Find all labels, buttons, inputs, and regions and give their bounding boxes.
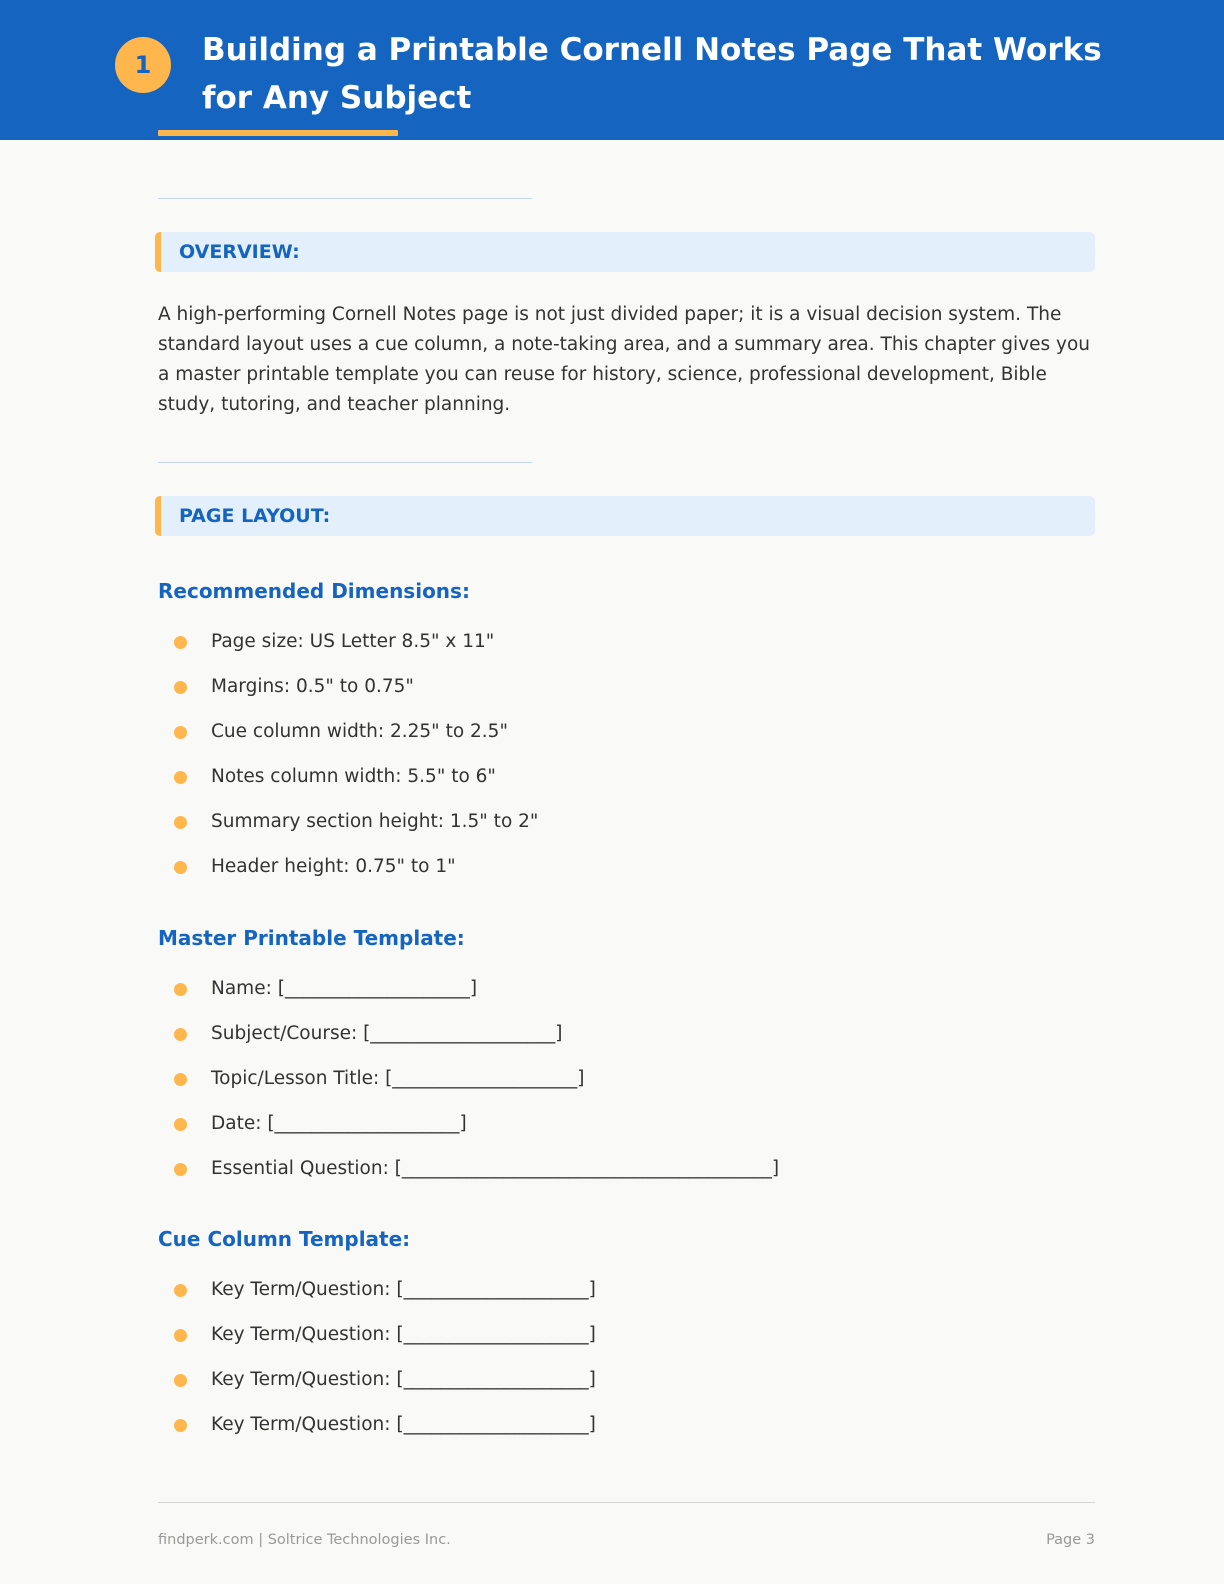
bullet-icon bbox=[174, 726, 187, 739]
list-item: Cue column width: 2.25" to 2.5" bbox=[158, 718, 538, 763]
bullet-icon bbox=[174, 1028, 187, 1041]
list-item: Topic/Lesson Title: [____________________] bbox=[158, 1065, 779, 1110]
chapter-number-badge: 1 bbox=[115, 37, 171, 93]
page-number: Page 3 bbox=[1046, 1532, 1095, 1548]
list-item: Page size: US Letter 8.5" x 11" bbox=[158, 628, 538, 673]
section-divider bbox=[158, 462, 532, 463]
list-item: Date: [____________________] bbox=[158, 1110, 779, 1155]
bullet-icon bbox=[174, 636, 187, 649]
master-template-subheading: Master Printable Template: bbox=[158, 926, 465, 950]
list-item: Essential Question: [________________________________________] bbox=[158, 1155, 779, 1200]
list-item: Key Term/Question: [____________________] bbox=[158, 1411, 596, 1456]
list-item: Summary section height: 1.5" to 2" bbox=[158, 808, 538, 853]
bullet-icon bbox=[174, 1118, 187, 1131]
list-item: Notes column width: 5.5" to 6" bbox=[158, 763, 538, 808]
cue-column-list bbox=[158, 1276, 596, 1456]
page-layout-heading-label: PAGE LAYOUT: bbox=[179, 505, 331, 527]
list-item: Header height: 0.75" to 1" bbox=[158, 853, 538, 898]
page-layout-section-heading bbox=[155, 496, 1095, 536]
bullet-icon bbox=[174, 983, 187, 996]
bullet-icon bbox=[174, 1163, 187, 1176]
list-item: Margins: 0.5" to 0.75" bbox=[158, 673, 538, 718]
master-template-list bbox=[158, 975, 779, 1200]
title-underline bbox=[158, 130, 398, 136]
section-divider bbox=[158, 198, 532, 199]
bullet-icon bbox=[174, 1073, 187, 1086]
overview-heading-label: OVERVIEW: bbox=[179, 241, 300, 263]
footer-credit: findperk.com | Soltrice Technologies Inc. bbox=[158, 1532, 451, 1548]
bullet-icon bbox=[174, 1329, 187, 1342]
bullet-icon bbox=[174, 816, 187, 829]
dimensions-list bbox=[158, 628, 538, 898]
list-item: Subject/Course: [____________________] bbox=[158, 1020, 779, 1065]
bullet-icon bbox=[174, 681, 187, 694]
overview-section-heading bbox=[155, 232, 1095, 272]
list-item: Key Term/Question: [____________________] bbox=[158, 1321, 596, 1366]
bullet-icon bbox=[174, 1374, 187, 1387]
chapter-header bbox=[0, 0, 1224, 140]
list-item: Name: [____________________] bbox=[158, 975, 779, 1020]
bullet-icon bbox=[174, 861, 187, 874]
chapter-title: Building a Printable Cornell Notes Page That Works for Any Subject bbox=[202, 32, 1102, 116]
overview-paragraph: A high-performing Cornell Notes page is not just divided paper; it is a visual decision system. The standard layout uses a cue column, a note-taking area, and a summary area. This chapter gives you a master printable template you can reuse for history, science, professional development, Bible study, tutoring, and teacher planning. bbox=[158, 304, 1091, 415]
cue-column-subheading: Cue Column Template: bbox=[158, 1227, 411, 1251]
dimensions-subheading: Recommended Dimensions: bbox=[158, 579, 470, 603]
footer-divider bbox=[158, 1502, 1095, 1503]
bullet-icon bbox=[174, 771, 187, 784]
list-item: Key Term/Question: [____________________] bbox=[158, 1276, 596, 1321]
list-item: Key Term/Question: [____________________] bbox=[158, 1366, 596, 1411]
bullet-icon bbox=[174, 1284, 187, 1297]
bullet-icon bbox=[174, 1419, 187, 1432]
